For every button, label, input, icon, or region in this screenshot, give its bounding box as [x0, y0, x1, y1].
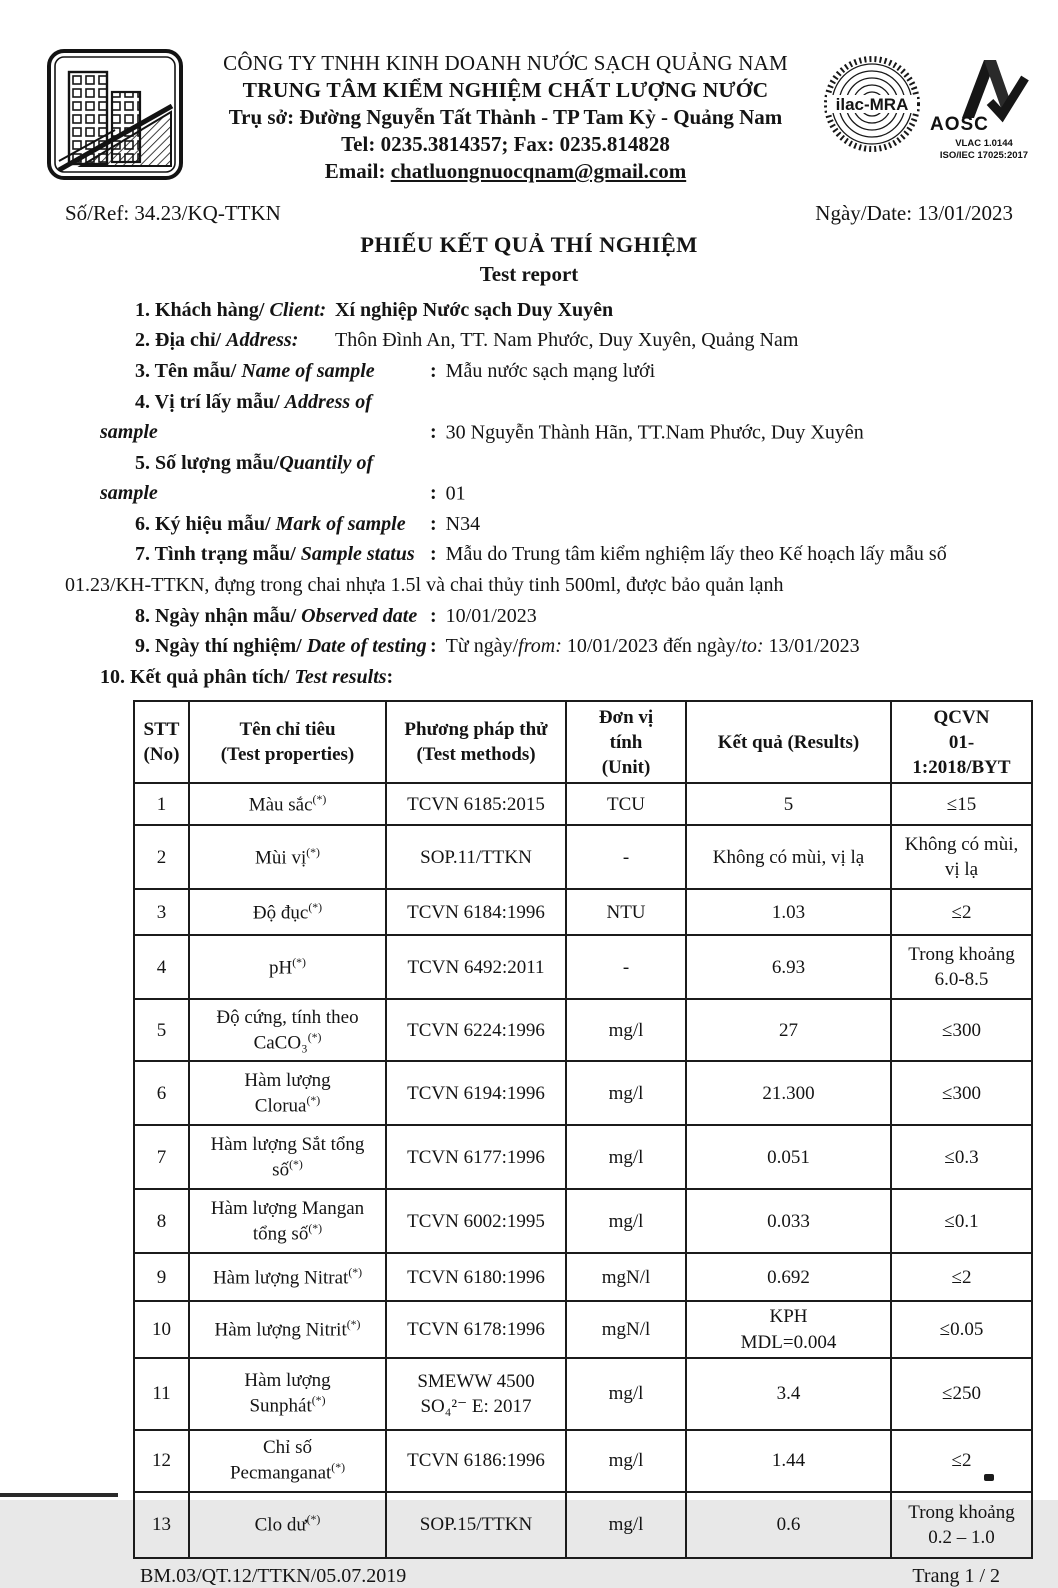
- footnote-marker: (*): [306, 1512, 321, 1526]
- cell-no: 5: [134, 999, 189, 1061]
- quantity-value: 01: [445, 482, 466, 505]
- ref-number: Số/Ref: 34.23/KQ-TTKN: [65, 201, 281, 225]
- sample-address-value: 30 Nguyễn Thành Hãn, TT.Nam Phước, Duy Xuyên: [445, 421, 864, 444]
- tel-fax-line: Tel: 0235.3814357; Fax: 0235.814828: [341, 132, 670, 157]
- footnote-marker: (*): [308, 1222, 323, 1236]
- cell-no: 2: [134, 825, 189, 889]
- info-item-sample-address: 4. Vị trí lấy mẫu/ Address of sample : 30 Nguyễn Thành Hãn, TT.Nam Phước, Duy Xuyên: [100, 390, 864, 444]
- mark-value: N34: [445, 512, 481, 535]
- company-logo: [45, 48, 187, 187]
- email-label: Email:: [324, 159, 391, 184]
- cell-limit: ≤0.05: [891, 1301, 1032, 1357]
- cell-limit: Trong khoảng 6.0-8.5: [891, 935, 1032, 999]
- info-item-mark: 6. Ký hiệu mẫu/ Mark of sample : N34: [135, 512, 481, 535]
- cell-result: 21.300: [686, 1061, 891, 1125]
- table-row: [134, 1430, 1032, 1492]
- cell-limit: Trong khoảng 0.2 – 1.0: [891, 1492, 1032, 1558]
- info-item-address: 2. Địa chỉ/ Address: Thôn Đình An, TT. Nam Phước, Duy Xuyên, Quảng Nam: [135, 329, 799, 352]
- cell-method: TCVN 6492:2011: [386, 935, 566, 999]
- footnote-marker: (*): [289, 1158, 303, 1172]
- title-block: [0, 230, 1058, 289]
- page-subtitle: Test report: [479, 262, 579, 287]
- cert-line-2: ISO/IEC 17025:2017: [939, 150, 1029, 162]
- footnote-marker: (*): [306, 1094, 321, 1108]
- table-row: [134, 1492, 1032, 1558]
- cell-name: Độ đục(*): [189, 889, 386, 935]
- cell-no: 10: [134, 1301, 189, 1357]
- cell-limit: ≤2: [891, 889, 1032, 935]
- cell-no: 13: [134, 1492, 189, 1558]
- cell-name: Màu sắc(*): [189, 783, 386, 825]
- cell-method: TCVN 6184:1996: [386, 889, 566, 935]
- footnote-marker: (*): [348, 1265, 363, 1279]
- cell-method: TCVN 6002:1995: [386, 1189, 566, 1253]
- email-address: chatluongnuocqnam@gmail.com: [390, 159, 687, 184]
- cell-unit: mgN/l: [566, 1301, 686, 1357]
- center-name: TRUNG TÂM KIỂM NGHIỆM CHẤT LƯỢNG NƯỚC: [242, 77, 769, 102]
- company-name: CÔNG TY TNHH KINH DOANH NƯỚC SẠCH QUẢNG NAM: [223, 51, 788, 75]
- cell-limit: ≤300: [891, 1061, 1032, 1125]
- cell-name: Clo dư(*): [189, 1492, 386, 1558]
- footnote-marker: (*): [346, 1317, 361, 1331]
- cell-name: Hàm lượng Clorua(*): [189, 1061, 386, 1125]
- table-row: [134, 1125, 1032, 1189]
- cell-name: pH(*): [189, 935, 386, 999]
- cell-name: Chỉ số Pecmanganat(*): [189, 1430, 386, 1492]
- cell-no: 1: [134, 783, 189, 825]
- cell-no: 12: [134, 1430, 189, 1492]
- cell-method: TCVN 6194:1996: [386, 1061, 566, 1125]
- ilac-mra-logo-icon: [824, 54, 920, 158]
- cell-result: 6.93: [686, 935, 891, 999]
- cell-result: 0.6: [686, 1492, 891, 1558]
- col-unit: Đơn vị tính (Unit): [566, 701, 686, 783]
- cell-result: 1.44: [686, 1430, 891, 1492]
- col-test-properties: Tên chỉ tiêu (Test properties): [189, 701, 386, 783]
- cell-method: TCVN 6180:1996: [386, 1253, 566, 1301]
- aosc-mark: [930, 54, 1038, 163]
- info-item-sample-name: 3. Tên mẫu/ Name of sample : Mẫu nước sạch mạng lưới: [135, 359, 656, 382]
- table-row: [134, 1061, 1032, 1125]
- cell-no: 6: [134, 1061, 189, 1125]
- cell-unit: -: [566, 935, 686, 999]
- form-code: BM.03/QT.12/TTKN/05.07.2019: [140, 1564, 407, 1587]
- cell-no: 4: [134, 935, 189, 999]
- cell-name: Hàm lượng Sắt tổng số(*): [189, 1125, 386, 1189]
- cell-method: TCVN 6224:1996: [386, 999, 566, 1061]
- cell-unit: mg/l: [566, 1358, 686, 1430]
- info-item-status: 7. Tình trạng mẫu/ Sample status : Mẫu do Trung tâm kiểm nghiệm lấy theo Kế hoạch lấy mẫu số 01.23/KH-TTKN, đựng trong chai nhựa 1.5l và chai thủy tinh 500ml, được bảo quản lạnh: [65, 543, 947, 597]
- address-value: Thôn Đình An, TT. Nam Phước, Duy Xuyên, Quảng Nam: [335, 329, 799, 352]
- col-test-methods: Phương pháp thử (Test methods): [386, 701, 566, 783]
- cell-method: SOP.15/TTKN: [386, 1492, 566, 1558]
- info-item-results-heading: 10. Kết quả phân tích/ Test results:: [100, 665, 394, 688]
- table-row: [134, 1301, 1032, 1357]
- table-row: [134, 783, 1032, 825]
- cell-limit: Không có mùi, vị lạ: [891, 825, 1032, 889]
- cell-unit: mg/l: [566, 1189, 686, 1253]
- header-row: [134, 701, 1032, 783]
- col-limit: QCVN 01- 1:2018/BYT: [891, 701, 1032, 783]
- cert-line-1: VLAC 1.0144: [955, 138, 1013, 149]
- footnote-marker: (*): [308, 900, 323, 914]
- cell-name: Hàm lượng Mangan tổng số(*): [189, 1189, 386, 1253]
- cell-no: 11: [134, 1358, 189, 1430]
- cell-unit: mgN/l: [566, 1253, 686, 1301]
- email-line: [187, 158, 824, 185]
- col-results: Kết quả (Results): [686, 701, 891, 783]
- company-logo-icon: [45, 48, 185, 182]
- table-row: [134, 935, 1032, 999]
- cell-result: 3.4: [686, 1358, 891, 1430]
- cell-method: TCVN 6186:1996: [386, 1430, 566, 1492]
- table-row: [134, 1358, 1032, 1430]
- info-item-received-date: 8. Ngày nhận mẫu/ Observed date : 10/01/2023: [135, 604, 537, 627]
- cell-limit: ≤15: [891, 783, 1032, 825]
- cell-limit: ≤0.1: [891, 1189, 1032, 1253]
- footnote-marker: (*): [312, 792, 327, 806]
- document-header: [0, 0, 1058, 187]
- status-value: Mẫu do Trung tâm kiểm nghiệm lấy theo Kế hoạch lấy mẫu số 01.23/KH-TTKN, đựng trong chai nhựa 1.5l và chai thủy tinh 500ml, được bảo quản lạnh: [65, 543, 947, 597]
- reference-row: [0, 187, 1058, 226]
- cell-name: Hàm lượng Sunphát(*): [189, 1358, 386, 1430]
- cell-result: 1.03: [686, 889, 891, 935]
- page-number: Trang 1 / 2: [912, 1564, 1000, 1587]
- info-item-testing-date: 9. Ngày thí nghiệm/ Date of testing : Từ ngày/from: 10/01/2023 đến ngày/to: 13/01/2023: [135, 635, 860, 658]
- scan-artifact-line: [0, 1493, 118, 1497]
- cell-unit: mg/l: [566, 999, 686, 1061]
- cell-no: 3: [134, 889, 189, 935]
- cell-limit: ≤0.3: [891, 1125, 1032, 1189]
- cell-result: 0.051: [686, 1125, 891, 1189]
- cell-result: 0.033: [686, 1189, 891, 1253]
- page-title: PHIẾU KẾT QUẢ THÍ NGHIỆM: [360, 232, 698, 257]
- address-line: Trụ sở: Đường Nguyễn Tất Thành - TP Tam Kỳ - Quảng Nam: [228, 105, 783, 130]
- cell-method: TCVN 6177:1996: [386, 1125, 566, 1189]
- table-row: [134, 889, 1032, 935]
- cell-method: SMEWW 4500 SO₄²⁻ E: 2017: [386, 1358, 566, 1430]
- table-row: [134, 1189, 1032, 1253]
- accreditation-marks: [824, 48, 1038, 163]
- cell-limit: ≤250: [891, 1358, 1032, 1430]
- cell-name: Mùi vị(*): [189, 825, 386, 889]
- table-row: [134, 999, 1032, 1061]
- footnote-marker: (*): [331, 1461, 346, 1475]
- cell-limit: ≤2: [891, 1253, 1032, 1301]
- letterhead: [187, 48, 824, 185]
- cell-result: 0.692: [686, 1253, 891, 1301]
- cell-unit: mg/l: [566, 1125, 686, 1189]
- cell-unit: -: [566, 825, 686, 889]
- cell-name: Hàm lượng Nitrit(*): [189, 1301, 386, 1357]
- table-row: [134, 825, 1032, 889]
- cell-no: 9: [134, 1253, 189, 1301]
- footnote-marker: (*): [306, 845, 320, 859]
- results-table: [133, 700, 1033, 1558]
- cell-no: 7: [134, 1125, 189, 1189]
- col-stt: STT (No): [134, 701, 189, 783]
- footnote-marker: (*): [292, 955, 306, 969]
- received-date-value: 10/01/2023: [445, 604, 537, 627]
- aosc-text: AOSC: [930, 114, 989, 135]
- table-row: [134, 1253, 1032, 1301]
- cell-result: 5: [686, 783, 891, 825]
- cell-unit: mg/l: [566, 1430, 686, 1492]
- client-value: Xí nghiệp Nước sạch Duy Xuyên: [335, 298, 614, 321]
- scan-artifact-dot: [984, 1474, 994, 1481]
- cell-unit: mg/l: [566, 1492, 686, 1558]
- info-item-client: 1. Khách hàng/ Client: Xí nghiệp Nước sạch Duy Xuyên: [135, 298, 614, 321]
- cell-method: TCVN 6178:1996: [386, 1301, 566, 1357]
- cell-limit: ≤300: [891, 999, 1032, 1061]
- results-table-body: [134, 783, 1032, 1557]
- page-footer: [0, 1559, 1058, 1588]
- footnote-marker: (*): [311, 1394, 326, 1408]
- accreditation-number: [930, 138, 1038, 163]
- info-item-quantity: 5. Số lượng mẫu/Quantily of sample : 01: [100, 451, 466, 505]
- cell-name: Độ cứng, tính theo CaCO₃(*): [189, 999, 386, 1061]
- testing-date-value: Từ ngày/from: 10/01/2023 đến ngày/to: 13/01/2023: [445, 635, 860, 658]
- cell-limit: ≤2: [891, 1430, 1032, 1492]
- cell-result: Không có mùi, vị lạ: [686, 825, 891, 889]
- sample-info-list: [0, 289, 1058, 693]
- cell-name: Hàm lượng Nitrat(*): [189, 1253, 386, 1301]
- cell-no: 8: [134, 1189, 189, 1253]
- cell-result: 27: [686, 999, 891, 1061]
- results-table-head: [134, 701, 1032, 783]
- cell-unit: mg/l: [566, 1061, 686, 1125]
- cell-unit: TCU: [566, 783, 686, 825]
- footnote-marker: (*): [307, 1031, 322, 1045]
- cell-method: SOP.11/TTKN: [386, 825, 566, 889]
- ilac-mra-text: ilac-MRA: [835, 95, 909, 114]
- cell-unit: NTU: [566, 889, 686, 935]
- sample-name-value: Mẫu nước sạch mạng lưới: [445, 359, 656, 382]
- cell-method: TCVN 6185:2015: [386, 783, 566, 825]
- cell-result: KPH MDL=0.004: [686, 1301, 891, 1357]
- report-date: Ngày/Date: 13/01/2023: [815, 201, 1013, 225]
